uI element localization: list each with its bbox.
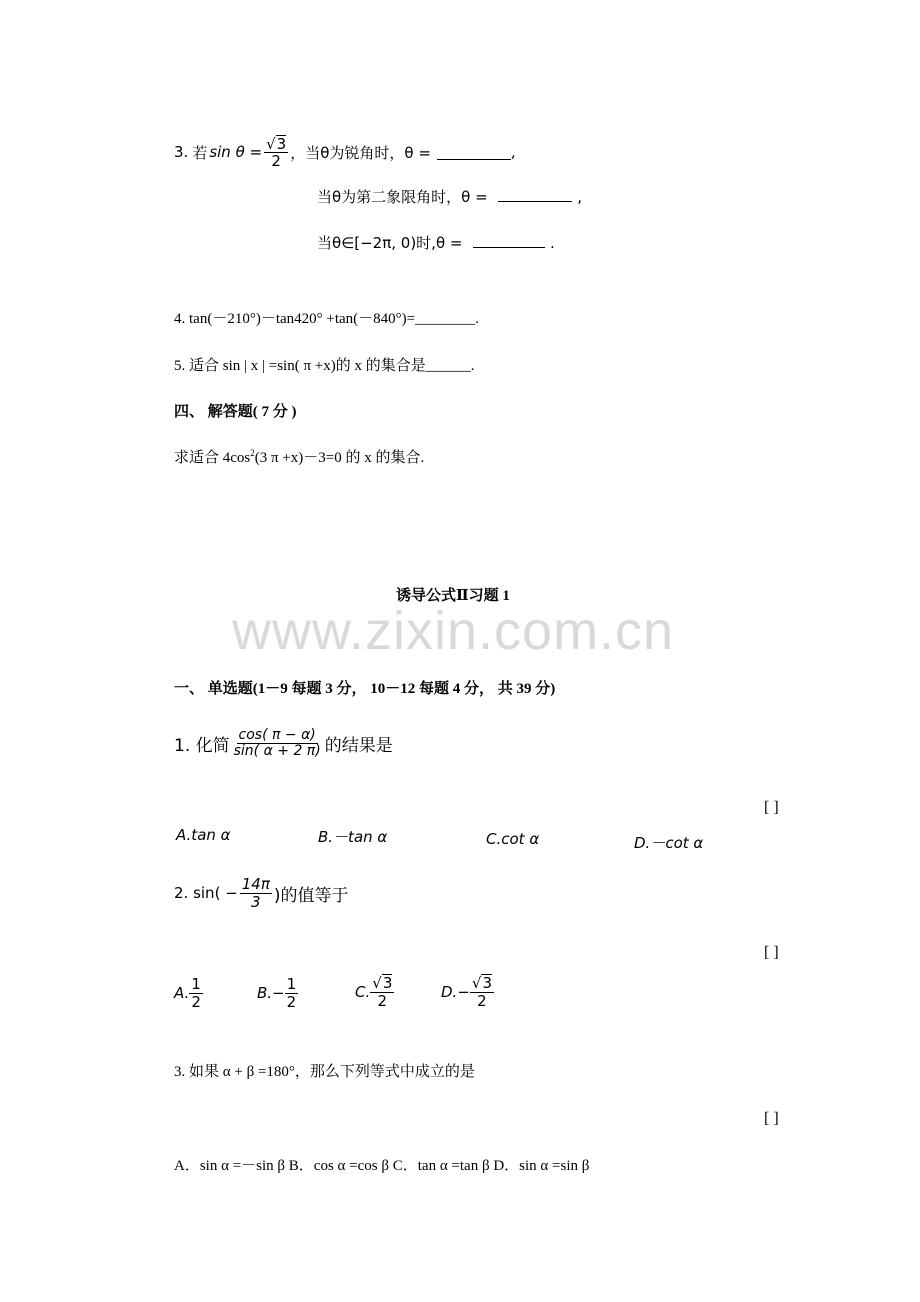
mc1-bracket: [ ] <box>764 799 779 816</box>
section-4-heading: 四、 解答题( 7 分 ) <box>174 404 297 420</box>
q3-comma-1: , <box>510 143 516 161</box>
mc1-suffix: 的结果是 <box>324 736 393 757</box>
mc1-fraction <box>232 728 323 760</box>
q3-fraction-denominator: 2 <box>271 152 281 170</box>
q3-line2 <box>317 186 582 207</box>
mc2-option-a-fraction <box>189 976 203 1010</box>
mc2-option-b-label: B.− <box>257 984 285 1002</box>
mc2-option-c[interactable] <box>355 974 394 1009</box>
mc2-suffix: )的值等于 <box>273 885 349 906</box>
mc2-option-c-sqrt3: 3 <box>382 974 393 992</box>
q4-text: 4. tan(－210°)－tan420° +tan(－840°)=________. <box>174 311 479 327</box>
mc2-option-c-den: 2 <box>377 991 388 1010</box>
mc2-option-d[interactable] <box>441 974 494 1009</box>
q3-fraction-numerator: √ 3 <box>266 134 287 153</box>
mc1-option-d[interactable]: D.－cot α <box>634 834 704 852</box>
mc3-options[interactable]: A．sin α =－sin β B．cos α =cos β C．tan α =tan β D．sin α =sin β <box>174 1158 590 1174</box>
mc1-question <box>174 728 393 760</box>
mc2-option-d-sqrt3: 3 <box>482 974 492 992</box>
mc2-denominator: 3 <box>251 892 261 911</box>
q3-line1 <box>174 128 516 176</box>
q3-fraction <box>264 135 288 170</box>
section-4-question <box>174 446 424 467</box>
q3-blank-3[interactable] <box>473 233 545 248</box>
mc2-option-d-den: 2 <box>477 991 487 1010</box>
mc1-numerator: cos( π − α) <box>238 727 316 743</box>
mc2-prefix: 2. sin( − <box>174 884 238 902</box>
mc3-bracket: [ ] <box>764 1110 779 1127</box>
mc2-option-b-den: 2 <box>286 992 297 1011</box>
section-4-question-superscript: 2 <box>250 448 255 458</box>
section-4-question-part-b: (3 π +x)－3=0 的 x 的集合. <box>254 450 425 466</box>
mc2-question <box>174 876 349 910</box>
mc1-prefix: 1. 化简 <box>174 736 230 757</box>
mc2-option-a-label: A. <box>174 984 190 1002</box>
mc1-option-a[interactable]: A.tan α <box>176 826 231 844</box>
q3-sin-theta: sin θ = <box>209 143 263 161</box>
q3-comma-2: , <box>577 188 583 206</box>
mc2-option-c-fraction <box>370 974 394 1009</box>
q3-period: . <box>550 234 555 252</box>
mc2-option-c-label: C. <box>355 982 371 1001</box>
q3-line3 <box>317 232 555 253</box>
mc2-option-a-den: 2 <box>191 992 201 1011</box>
q3-sqrt3: 3 <box>276 134 287 153</box>
mc2-option-d-fraction <box>470 974 494 1009</box>
mc2-option-b-num: 1 <box>286 975 297 993</box>
watermark: www.zixin.com.cn <box>232 601 675 661</box>
q5-text: 5. 适合 sin | x | =sin( π +x)的 x 的集合是______. <box>174 358 475 374</box>
mc2-option-d-num: √ 3 <box>471 974 492 992</box>
section-4-question-part-a: 求适合 4cos <box>174 450 251 466</box>
q3-line1-text: ，当θ为锐角时，θ = <box>290 143 431 162</box>
mc2-option-c-num: √ 3 <box>372 974 393 992</box>
mc3-question: 3. 如果 α + β =180°，那么下列等式中成立的是 <box>174 1064 475 1080</box>
mc1-option-b[interactable]: B.－tan α <box>318 828 388 846</box>
mc2-fraction <box>240 876 272 910</box>
q3-line2-text: 当θ为第二象限角时，θ = <box>317 188 488 206</box>
exercise-title: 诱导公式Ⅱ习题 1 <box>396 588 510 604</box>
mc2-option-a[interactable] <box>174 976 203 1010</box>
mc2-option-d-label: D.− <box>441 982 470 1001</box>
mc2-option-b-fraction <box>285 976 299 1010</box>
mc2-option-b[interactable] <box>257 976 298 1010</box>
q3-ruo: 若 <box>192 143 208 162</box>
section-1-heading: 一、 单选题(1－9 每题 3 分， 10－12 每题 4 分， 共 39 分) <box>174 681 556 697</box>
q3-blank-1[interactable] <box>437 145 511 160</box>
q3-line3-text: 当θ∈[−2π, 0)时,θ = <box>317 234 463 252</box>
mc2-option-a-num: 1 <box>191 975 201 993</box>
q3-number: 3. <box>174 143 189 161</box>
mc2-bracket: [ ] <box>764 944 779 961</box>
mc1-option-c[interactable]: C.cot α <box>486 830 540 848</box>
mc2-numerator: 14π <box>241 875 270 893</box>
mc1-denominator: sin( α + 2 π) <box>233 743 321 760</box>
q3-blank-2[interactable] <box>498 187 572 202</box>
